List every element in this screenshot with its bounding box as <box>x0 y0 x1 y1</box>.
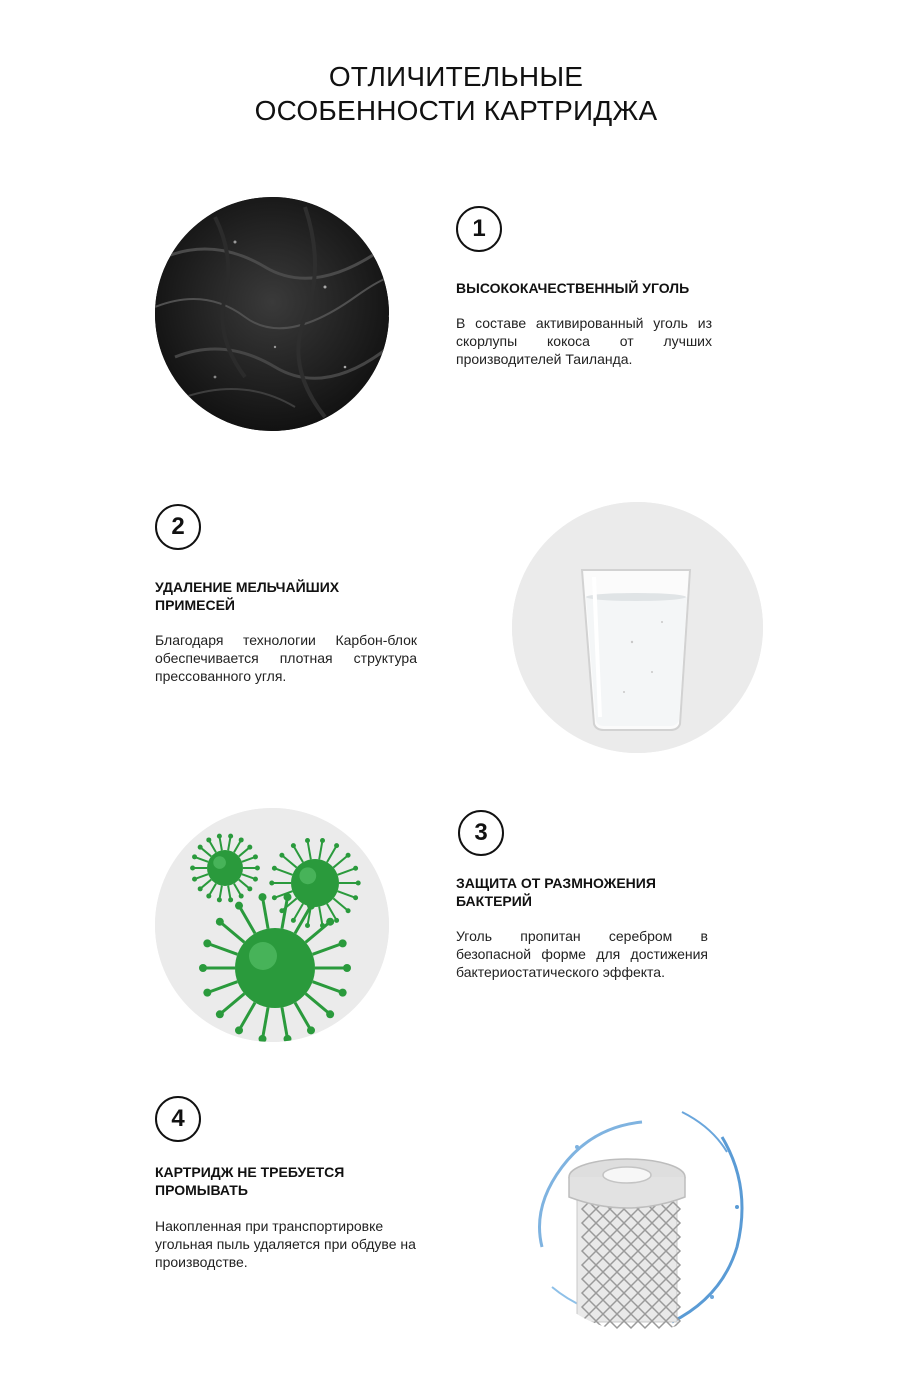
feature-4-heading: КАРТРИДЖ НЕ ТРЕБУЕТСЯ ПРОМЫВАТЬ <box>155 1164 345 1198</box>
feature-1-number-badge <box>456 206 502 252</box>
feature-3-heading: ЗАЩИТА ОТ РАЗМНОЖЕНИЯ БАКТЕРИЙ <box>456 875 656 909</box>
feature-4-number-badge <box>155 1096 201 1142</box>
title-line-2: ОСОБЕННОСТИ КАРТРИДЖА <box>254 95 658 126</box>
feature-2-number-badge <box>155 504 201 550</box>
feature-2-number: 2 <box>171 513 185 540</box>
feature-2-heading: УДАЛЕНИЕ МЕЛЬЧАЙШИХ ПРИМЕСЕЙ <box>155 579 340 613</box>
feature-4-number: 4 <box>171 1105 185 1132</box>
title-line-1: ОТЛИЧИТЕЛЬНЫЕ <box>328 61 584 92</box>
bacteria-image <box>155 808 389 1042</box>
feature-1-number: 1 <box>472 215 486 242</box>
feature-4-text: Накопленная при транспортировке угольная пыль удаляется при обдуве на производстве. <box>155 1218 416 1270</box>
page-title <box>0 60 912 128</box>
feature-1-heading: ВЫСОКОКАЧЕСТВЕННЫЙ УГОЛЬ <box>456 280 690 296</box>
feature-1-text: В составе активированный уголь из скорлупы кокоса от лучших производителей Таиланда. <box>456 315 712 367</box>
cartridge-image <box>522 1097 757 1332</box>
feature-3-text: Уголь пропитан серебром в безопасной форме для достижения бактериостатического эффекта. <box>456 928 708 980</box>
feature-2-text: Благодаря технологии Карбон-блок обеспечивается плотная структура прессованного угля. <box>155 632 417 684</box>
water-glass-image <box>512 502 763 753</box>
feature-3-number-badge <box>458 810 504 856</box>
feature-3-number: 3 <box>474 819 488 846</box>
charcoal-image <box>155 197 389 431</box>
